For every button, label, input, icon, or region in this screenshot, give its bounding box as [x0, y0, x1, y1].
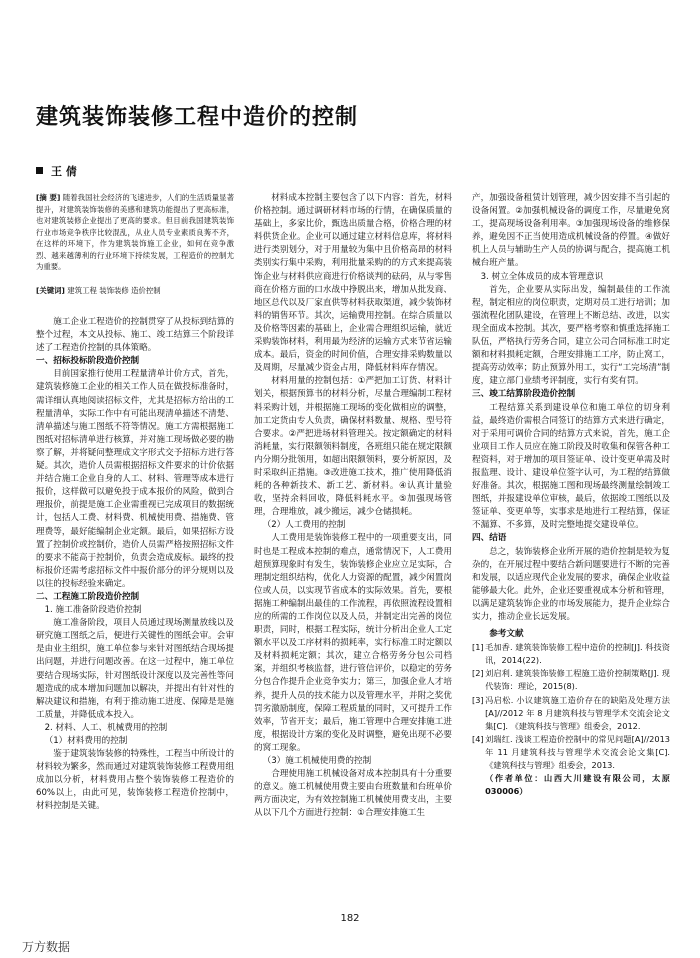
machinery-paragraph: 合理使用施工机械设备对成本控制具有十分重要的意义。施工机械使用费主要由台班数量和台班单价两方面决定，为有效控制施工机械使用费支出，主要从以下几个方面进行控制：①合理安排施工生 — [254, 769, 452, 819]
article-title: 建筑装饰装修工程中造价的控制 — [36, 105, 359, 130]
abstract — [36, 192, 234, 273]
reference-item: [2] 刘启利. 建筑装饰装修工程施工造价控制策略[J]. 现代装饰：理论，2015(8). — [472, 668, 670, 692]
abstract-text: 随着我国社会经济的飞速进步，人们的生活质量显著提升，对建筑装饰装修的美感和建筑功能提出了更高标准，也对建筑装修企业提出了更高的要求。但目前我国建筑装饰行业市场竞争秩序比较混乱，从业人员专业素质良莠不齐，在这样的环境下，作为建筑装饰施工企业，如何在竞争激烈、越来越薄利的行业环境下持续发展，工程造价的控制尤为重要。 — [36, 193, 234, 271]
page-number: 182 — [340, 913, 360, 924]
settlement-paragraph: 工程结算关系到建设单位和施工单位的切身利益，最终造价需根合同签订的结算方式来进行确定，对于采用可调价合同的结算方式来说，首先，施工企业项目工作人员应在施工阶段及时收集和保管各种工程资料，对于增加的项目签证单、设计变更单需及时报监理、设计、建设单位签字认可，为工程的结算做好准备。其次，根据施工图和现场最终测量绘制竣工图纸，并报建设单位审核，最后，依据竣工图纸以及签证单、变更单等，实事求是地进行工程结算，保证不漏算、不多算，及时完整地提交建设单位。 — [472, 402, 670, 531]
reference-item: [4] 刘瑞红. 浅谈工程造价控制中的常见问题[A]//2013 年 11 月建筑科技与管理学术交流会论文集[C]. 《建筑科技与管理》组委会，2013. （作者单位：山西大川建设有限公司，太原 030006） — [472, 733, 670, 797]
labor-paragraph: 人工费用是装饰装修工程中的一项重要支出，同时也是工程成本控制的难点，通常情况下，人工费用超预算现象时有发生，装饰装修企业应立足实际，合理制定组织结构，优化人力资源的配置，减少闲置岗位或人员，以实现节省成本的实际效果。首先，要根据施工种编制出最佳的工作流程，再依照流程设置相应的所需的工作岗位以及人员，并制定出完善的岗位职责，同时，根据工程实际，统计分析出企业人工定额水平以及工序材料的损耗率，实行标准工时定额以及材料损耗定额；其次，建立合格劳务分包公司档案，并组织考核监督，进行管信评价，以稳定的劳务分包合作提升企业竞争实力；第三，加强企业人才培养，提升人员的技术能力以及管理水平，并附之奖优罚劣激励制度，保障工程质量的同时，又可提升工作效率，节省开支；最后，施工管理中合理安排施工进度，根据设计方案的变化及时调整，避免出现不必要的窝工现象。 — [254, 533, 452, 753]
material-control-paragraph: 材料成本控制主要包含了以下内容：首先，材料价格控制。通过调研材料市场的行情，在确保质量的基础上，多家比价，甄选出质量合格，价格合理的材料供货企业。企业可以通过建立材料信息库，将材料进行类别划分，对于用量较为集中且价格高昂的材料类别实行集中采购，利用批量采购的的方式来提高装饰企业与材料供应商进行价格谈判的砝码，从与零售商在价格方面的口水战中挣脱出来，增加从批发商、地区总代以及厂家直供等材料获取渠道，减少装饰材料的销售环节。其次，运输费用控制。在综合质量以及价格等因素的基础上，企业需合理组织运输，就近采购装饰材料，利用最为经济的运输方式来节省运输成本。最后，资金的时间价值，合理安排采购数量以及周期，尽量减少资金占用，降低材料库存情况。 — [254, 193, 452, 374]
abstract-label: [摘 要] — [36, 193, 61, 202]
subheading-costs: 2. 材料、人工、机械费用的控制 — [44, 722, 168, 733]
references-heading: 参考文献 — [489, 629, 524, 640]
conclusion-paragraph: 总之，装饰装修企业所开展的造价控制是较为复杂的，在开展过程中要结合新问题要进行不断的完善和发展，以适应现代企业发展的要求，确保企业收益能够最大化。此外，企业还要重视成本分析和管理，以满足建筑装饰企业的市场发展能力，提升企业综合实力，推动企业长远发展。 — [472, 546, 670, 622]
subheading-labor: （2）人工费用的控制 — [262, 520, 346, 531]
subheading-preparation: 1. 施工准备阶段造价控制 — [44, 605, 142, 616]
section-heading-construction: 二、工程施工阶段造价控制 — [36, 591, 140, 602]
cost-awareness-paragraph: 首先，企业要从实际出发，编制最佳的工作流程，制定相应的岗位职责，定期对员工进行培训；加强流程化团队建设，在管理上不断总结、改进，以实现全面成本控制。其次，要严格考察和慎重选择施工队伍，严格执行劳务合同，建立公司合同标准工时定额和材料损耗定额，合理安排施工工序，防止窝工，提高劳动效率；防止预算外用工，实行“工完场清”制度，建立部门业绩考评制度，实行有奖有罚。 — [472, 284, 670, 387]
author-name: 王 倩 — [51, 165, 77, 178]
bidding-paragraph: 目前国家推行使用工程量清单计价方式，首先，建筑装修施工企业的相关工作人员在做投标准备时，需详细认真地阅读招标文件，尤其是招标方给出的工程量清单，实际工作中有可能出现清单描述不清楚、清单描述与施工图纸不符等情况。施工方需根据施工图纸对招标清单进行核算，并对施工现场做必要的勘察了解，并将疑问整理成文字形式交予招标方进行答疑。其次，造价人员需根据招标文件要求的计价依据并结合施工企业自身的人工、材料、管理等成本进行报价，这样做可以避免投于成本报价的风险，做到合理报价，前提是施工企业需重视已完成项目的数据统计，包括人工费、材料费、机械使用费、措施费、管理费等，最好能编制企业定额。最后，如果招标方设置了控制价或控制价，造价人员需严格按照招标文件的要求不能高于控制价，负责会造成废标。最终的投标报价还需考虑招标文件中报价部分的评分规则以及以往的投标经验来确定。 — [36, 369, 234, 589]
column-3 — [472, 192, 670, 798]
author-line — [36, 163, 77, 179]
column-2 — [254, 192, 452, 821]
column-1 — [36, 192, 234, 814]
source-watermark: 万方数据 — [22, 940, 71, 954]
material-usage-paragraph: 材料用量的控制包括：①严把加工订货、材料计划关，根据预算书的材料分析，尽量合理编制工程材料采购计划，并根据施工现场的变化做相应的调整，加工定货由专人负责，确保材料数量、规格、型号符合要求。②严把进场材料管理关。按定额确定的材料消耗量，实行限额领料制度，各班组只能在规定限额内分期分批领用，如超出限额领料，要分析原因，及时采取纠正措施。③改进施工技术，推广使用降低消耗的各种新技术、新工艺、新材料。④认真计量验收，坚持余料回收，降低料耗水平。⑤加强现场管理，合理堆放，减少搬运，减少仓储损耗。 — [254, 376, 452, 518]
section-heading-conclusion: 四、结语 — [472, 533, 507, 544]
section-heading-settlement: 三、竣工结算阶段造价控制 — [472, 389, 576, 400]
section-heading-bidding: 一、招标投标阶段造价控制 — [36, 356, 140, 367]
preparation-paragraph: 施工准备阶段，项目人员通过现场测量放线以及研究施工图纸之后，便进行关键性的图纸会审。会审是由业主组织，施工单位参与来针对图纸结合现场提出问题，并进行问题改善。在这一过程中，施工单位要结合现场实际，针对图纸设计深度以及完善性等问题造成的成本增加问题加以解决，并提出有针对性的解决建议和措施，有利于推动施工进度、保障是是施工质量，并降低成本投入。 — [36, 618, 234, 720]
subheading-material-costs: （1）材料费用的控制 — [44, 736, 128, 746]
keywords-label: [关键词] — [36, 285, 65, 295]
keywords-text: 建筑工程 装饰装修 造价控制 — [67, 285, 161, 295]
subheading-machinery: （3）施工机械使用费的控制 — [262, 756, 372, 767]
material-paragraph: 鉴于建筑装饰装修的特殊性，工程当中所设计的材料较为繁多，然而通过对建筑装饰装修工程费用组成加以分析，材料费用占整个装饰装修工程造价的 60%以上，由此可见，装饰装修工程造价控制中，材料控制是关键。 — [36, 749, 234, 812]
machinery-continued-paragraph: 产，加强设备租赁计划管理，减少因安排不当引起的设备闲置。②加强机械设备的调度工作，尽量避免窝工，提高现场设备利用率。③加强现场设备的维修保养，避免因不正当使用造成机械设备的停置。④做好机上人员与辅助生产人员的协调与配合，提高施工机械台班产量。 — [472, 193, 670, 269]
keywords — [36, 285, 234, 297]
reference-item: [1] 毛加香. 建筑装饰装修工程中造价的控制[J]. 科技资讯，2014(22). — [472, 642, 670, 666]
subheading-cost-awareness: 3. 树立全体成员的成本管理意识 — [480, 271, 604, 282]
reference-item: [3] 冯启松. 小议建筑施工造价存在的缺陷及处理方法[A]//2012 年 8 月建筑科技与管理学术交流会论文集[C]. 《建筑科技与管理》组委会，2012. — [472, 694, 670, 731]
author-affiliation: （作者单位：山西大川建设有限公司，太原 030006） — [485, 773, 670, 797]
intro-paragraph: 施工企业工程造价的控制贯穿了从投标到结算的整个过程，本文从投标、施工、竣工结算三个阶段详述了工程造价控制的具体策略。 — [36, 317, 234, 354]
square-bullet-icon — [36, 167, 43, 174]
